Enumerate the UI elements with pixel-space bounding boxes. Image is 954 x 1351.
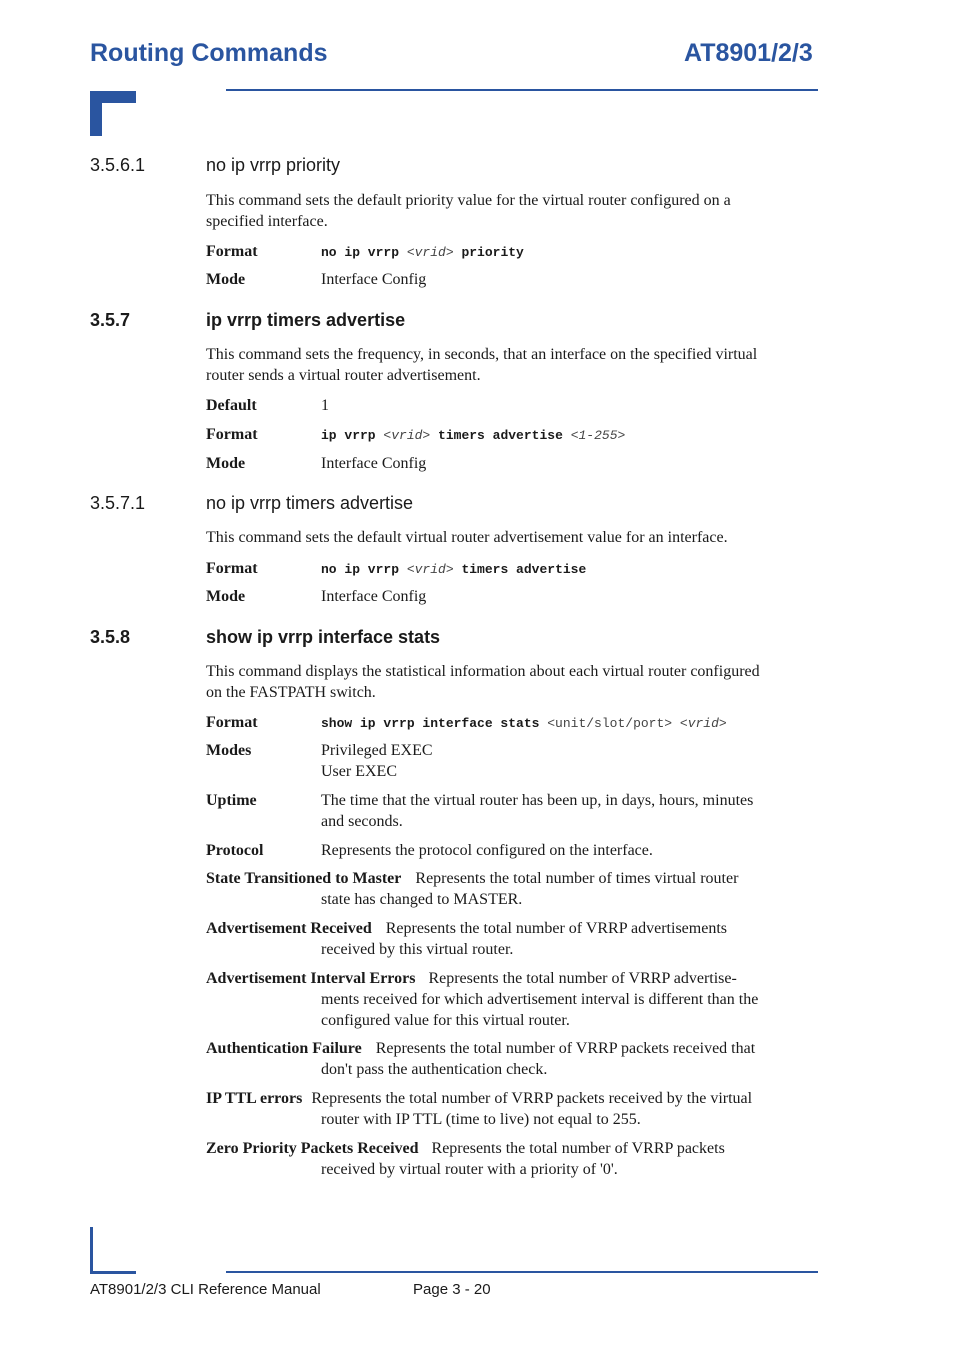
- format-syntax: show ip vrrp interface stats <unit/slot/port> <vrid>: [321, 716, 727, 731]
- footer-page: Page 3 - 20: [413, 1281, 491, 1298]
- default-value: 1: [321, 397, 329, 414]
- field-desc-state-master: Represents the total number of times virtual router: [415, 870, 739, 887]
- section-description: This command sets the default priority value for the virtual router configured on a specified interface.: [206, 192, 731, 230]
- footer-corner-bottom: [90, 1271, 136, 1274]
- field-label-adv-interval-errors: Advertisement Interval Errors: [206, 970, 416, 987]
- mode-label: Mode: [206, 588, 246, 605]
- section-description: This command displays the statistical information about each virtual router configured on the FASTPATH switch.: [206, 663, 760, 701]
- mode-label: Mode: [206, 271, 246, 288]
- field-desc-protocol: Represents the protocol configured on the interface.: [321, 842, 653, 859]
- field-adv-received: Advertisement Received Represents the total number of VRRP advertisements received by this virtual router.: [206, 920, 727, 958]
- field-label-protocol: Protocol: [206, 842, 264, 859]
- modes-label: Modes: [206, 742, 252, 759]
- mode-value: Interface Config: [321, 588, 427, 605]
- format-syntax: no ip vrrp <vrid> priority: [321, 245, 524, 260]
- field-ip-ttl-errors: IP TTL errors Represents the total number of VRRP packets received by the virtual router with IP TTL (time to live) not equal to 255.: [206, 1090, 753, 1128]
- mode-label: Mode: [206, 455, 246, 472]
- field-desc-adv-received: Represents the total number of VRRP advertisements: [385, 920, 727, 937]
- mode-value: Interface Config: [321, 455, 427, 472]
- corner-mark-side: [90, 91, 102, 136]
- modes-value: Privileged EXEC User EXEC: [321, 742, 433, 780]
- field-label-adv-received: Advertisement Received: [206, 920, 372, 937]
- section-number: 3.5.6.1: [90, 155, 146, 175]
- format-syntax: ip vrrp <vrid> timers advertise <1-255>: [321, 428, 626, 443]
- section-title: ip vrrp timers advertise: [206, 310, 406, 330]
- header-rule: [226, 89, 818, 91]
- field-zero-priority: Zero Priority Packets Received Represents the total number of VRRP packets received by virtual router with a priority of '0'.: [206, 1140, 725, 1178]
- format-label: Format: [206, 714, 258, 731]
- section-title: no ip vrrp timers advertise: [206, 493, 414, 513]
- field-desc-auth-failure: Represents the total number of VRRP packets received that: [375, 1040, 756, 1057]
- default-label: Default: [206, 397, 257, 414]
- field-adv-interval-errors: Advertisement Interval Errors Represents the total number of VRRP advertise- ments received for which advertisement interval is different than the configured value for this virtual router.: [206, 970, 759, 1029]
- format-label: Format: [206, 243, 258, 260]
- footer-manual: AT8901/2/3 CLI Reference Manual: [90, 1281, 321, 1298]
- section-number: 3.5.7: [90, 310, 131, 330]
- section-number: 3.5.7.1: [90, 493, 146, 513]
- field-desc-ip-ttl-errors: Represents the total number of VRRP packets received by the virtual: [311, 1090, 753, 1107]
- field-label-auth-failure: Authentication Failure: [206, 1040, 362, 1057]
- header-product: AT8901/2/3: [684, 39, 813, 67]
- field-desc-adv-interval-errors: Represents the total number of VRRP advertise-: [428, 970, 737, 987]
- format-syntax: no ip vrrp <vrid> timers advertise: [321, 562, 587, 577]
- field-auth-failure: Authentication Failure Represents the total number of VRRP packets received that don't pass the authentication check.: [206, 1040, 756, 1078]
- field-label-zero-priority: Zero Priority Packets Received: [206, 1140, 419, 1157]
- format-label: Format: [206, 560, 258, 577]
- field-label-uptime: Uptime: [206, 792, 257, 809]
- footer-rule: [226, 1271, 818, 1273]
- mode-value: Interface Config: [321, 271, 427, 288]
- section-title: show ip vrrp interface stats: [206, 627, 441, 647]
- field-label-state-master: State Transitioned to Master: [206, 870, 402, 887]
- field-desc-zero-priority: Represents the total number of VRRP packets: [431, 1140, 725, 1157]
- header-title: Routing Commands: [90, 39, 328, 67]
- field-desc-uptime: The time that the virtual router has been up, in days, hours, minutes and seconds.: [321, 792, 754, 830]
- footer-corner-side: [90, 1227, 93, 1274]
- section-description: This command sets the default virtual router advertisement value for an interface.: [206, 529, 728, 546]
- format-label: Format: [206, 426, 258, 443]
- section-description: This command sets the frequency, in seconds, that an interface on the specified virtual router sends a virtual router advertisement.: [206, 346, 758, 384]
- section-title: no ip vrrp priority: [206, 155, 341, 175]
- section-number: 3.5.8: [90, 627, 131, 647]
- field-state-master: State Transitioned to Master Represents the total number of times virtual router state has changed to MASTER.: [206, 870, 739, 908]
- field-label-ip-ttl-errors: IP TTL errors: [206, 1090, 303, 1107]
